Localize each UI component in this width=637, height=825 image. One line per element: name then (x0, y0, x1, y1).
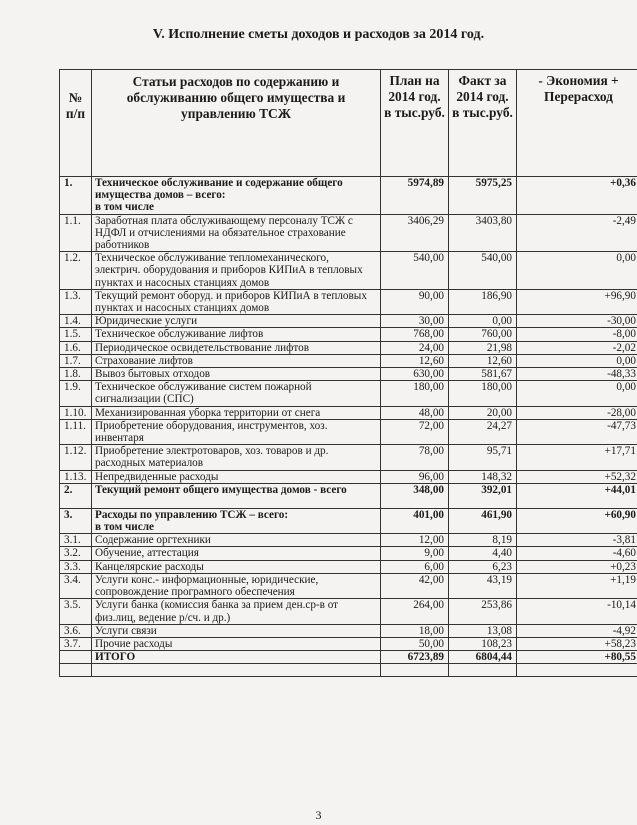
cell-economy: -30,00 (517, 315, 637, 328)
cell-economy: +44,01 (517, 483, 637, 508)
cell-num: 1.7. (60, 354, 92, 367)
cell-name: Текущий ремонт оборуд. и приборов КИПиА в тепловых пунктах и насосных станциях домов (92, 289, 381, 314)
table-row (60, 341, 637, 354)
cell-fact: 12,60 (449, 354, 517, 367)
cell-plan: 630,00 (381, 368, 449, 381)
cell-plan: 12,60 (381, 354, 449, 367)
table-row (60, 534, 637, 547)
cell-plan: 6723,89 (381, 651, 449, 664)
cell-economy: +17,71 (517, 445, 637, 470)
cell-name: Непредвиденные расходы (92, 470, 381, 483)
cell-num: 1.5. (60, 328, 92, 341)
cell-plan: 6,00 (381, 560, 449, 573)
cell-name: Техническое обслуживание и содержание общего имущества домов – всего: в том числе (92, 177, 381, 215)
cell-name: Текущий ремонт общего имущества домов - всего (92, 483, 381, 508)
cell-num: 1.12. (60, 445, 92, 470)
cell-plan: 96,00 (381, 470, 449, 483)
table-row (60, 637, 637, 650)
cell-name: Услуги банка (комиссия банка за прием ден.ср-в от физ.лиц, ведение р/сч. и др.) (92, 599, 381, 624)
table-row (60, 483, 637, 508)
cell-fact: 6,23 (449, 560, 517, 573)
cell-fact: 108,23 (449, 637, 517, 650)
cell-economy: +96,90 (517, 289, 637, 314)
table-row (60, 252, 637, 290)
table-row (60, 599, 637, 624)
cell-num: 3.6. (60, 624, 92, 637)
cell-economy: -48,33 (517, 368, 637, 381)
cell-economy: -28,00 (517, 406, 637, 419)
table-row (60, 315, 637, 328)
cell-num: 1.3. (60, 289, 92, 314)
cell-name: Заработная плата обслуживающему персоналу ТСЖ с НДФЛ и отчислениями на обязательное страхование работников (92, 214, 381, 252)
cell-plan: 401,00 (381, 508, 449, 533)
cell-economy: 0,00 (517, 381, 637, 406)
cell-num: 1.2. (60, 252, 92, 290)
cell-fact: 13,08 (449, 624, 517, 637)
table-row (60, 177, 637, 215)
cell-plan: 180,00 (381, 381, 449, 406)
cell-fact (449, 664, 517, 677)
cell-fact: 95,71 (449, 445, 517, 470)
cell-plan: 72,00 (381, 419, 449, 444)
cell-name: Услуги связи (92, 624, 381, 637)
cell-economy: +52,32 (517, 470, 637, 483)
cell-num: 3.4. (60, 573, 92, 598)
header-name: Статьи расходов по содержанию и обслуживанию общего имущества и управлению ТСЖ (92, 70, 381, 177)
cell-economy: +0,36 (517, 177, 637, 215)
cell-plan: 3406,29 (381, 214, 449, 252)
blank-row (60, 664, 637, 677)
cell-fact: 186,90 (449, 289, 517, 314)
table-row (60, 406, 637, 419)
cell-name (92, 664, 381, 677)
cell-plan: 5974,89 (381, 177, 449, 215)
cell-num: 3.7. (60, 637, 92, 650)
cell-name: Расходы по управлению ТСЖ – всего: в том числе (92, 508, 381, 533)
cell-economy: +0,23 (517, 560, 637, 573)
cell-economy: -4,92 (517, 624, 637, 637)
cell-num: 1.8. (60, 368, 92, 381)
cell-name: Техническое обслуживание систем пожарной сигнализации (СПС) (92, 381, 381, 406)
cell-name: Содержание оргтехники (92, 534, 381, 547)
cell-fact: 5975,25 (449, 177, 517, 215)
cell-economy: -4,60 (517, 547, 637, 560)
table-row (60, 651, 637, 664)
cell-plan: 50,00 (381, 637, 449, 650)
table-row (60, 470, 637, 483)
table-row (60, 508, 637, 533)
cell-fact: 0,00 (449, 315, 517, 328)
cell-plan: 9,00 (381, 547, 449, 560)
table-body (60, 177, 637, 677)
cell-fact: 461,90 (449, 508, 517, 533)
budget-execution-table (59, 69, 637, 677)
cell-fact: 3403,80 (449, 214, 517, 252)
cell-plan (381, 664, 449, 677)
cell-economy: +60,90 (517, 508, 637, 533)
cell-plan: 24,00 (381, 341, 449, 354)
cell-num: 1. (60, 177, 92, 215)
cell-fact: 148,32 (449, 470, 517, 483)
cell-name: Вывоз бытовых отходов (92, 368, 381, 381)
cell-name: Приобретение электротоваров, хоз. товаров и др. расходных материалов (92, 445, 381, 470)
table-row (60, 214, 637, 252)
page-title: V. Исполнение сметы доходов и расходов за 2014 год. (152, 27, 485, 42)
table-row (60, 289, 637, 314)
cell-name: Юридические услуги (92, 315, 381, 328)
cell-fact: 21,98 (449, 341, 517, 354)
cell-plan: 264,00 (381, 599, 449, 624)
cell-economy: -3,81 (517, 534, 637, 547)
table-row (60, 573, 637, 598)
table-row (60, 547, 637, 560)
cell-num: 1.11. (60, 419, 92, 444)
header-fact: Факт за 2014 год. в тыс.руб. (449, 70, 517, 177)
cell-num: 3.2. (60, 547, 92, 560)
cell-fact: 253,86 (449, 599, 517, 624)
cell-fact: 8,19 (449, 534, 517, 547)
cell-economy: -2,02 (517, 341, 637, 354)
cell-economy: +1,19 (517, 573, 637, 598)
cell-name: Механизированная уборка территории от снега (92, 406, 381, 419)
cell-economy: -2,49 (517, 214, 637, 252)
cell-fact: 760,00 (449, 328, 517, 341)
cell-num: 1.13. (60, 470, 92, 483)
header-plan: План на 2014 год. в тыс.руб. (381, 70, 449, 177)
cell-num: 3.3. (60, 560, 92, 573)
cell-plan: 30,00 (381, 315, 449, 328)
header-economy: - Экономия + Перерасход (517, 70, 637, 177)
cell-num (60, 651, 92, 664)
cell-name: Прочие расходы (92, 637, 381, 650)
cell-name: Периодическое освидетельствование лифтов (92, 341, 381, 354)
cell-fact: 43,19 (449, 573, 517, 598)
cell-fact: 581,67 (449, 368, 517, 381)
table-row (60, 419, 637, 444)
cell-num: 1.1. (60, 214, 92, 252)
cell-fact: 180,00 (449, 381, 517, 406)
cell-plan: 18,00 (381, 624, 449, 637)
cell-name: Техническое обслуживание тепломеханического, электрич. оборудования и приборов КИПиА в тепловых пунктах и насосных станциях домов (92, 252, 381, 290)
table-row (60, 368, 637, 381)
cell-plan: 12,00 (381, 534, 449, 547)
cell-fact: 4,40 (449, 547, 517, 560)
cell-economy: +80,55 (517, 651, 637, 664)
cell-plan: 48,00 (381, 406, 449, 419)
cell-num: 3.1. (60, 534, 92, 547)
cell-plan: 768,00 (381, 328, 449, 341)
cell-name: ИТОГО (92, 651, 381, 664)
table-row (60, 381, 637, 406)
cell-name: Страхование лифтов (92, 354, 381, 367)
cell-name: Приобретение оборудования, инструментов, хоз. инвентаря (92, 419, 381, 444)
cell-fact: 20,00 (449, 406, 517, 419)
cell-economy: -47,73 (517, 419, 637, 444)
cell-fact: 392,01 (449, 483, 517, 508)
cell-num: 2. (60, 483, 92, 508)
page-number: 3 (315, 808, 322, 822)
cell-plan: 78,00 (381, 445, 449, 470)
cell-name: Обучение, аттестация (92, 547, 381, 560)
cell-num: 1.4. (60, 315, 92, 328)
table-row (60, 354, 637, 367)
cell-fact: 6804,44 (449, 651, 517, 664)
table-row (60, 560, 637, 573)
table-row (60, 445, 637, 470)
cell-economy: +58,23 (517, 637, 637, 650)
cell-economy: 0,00 (517, 354, 637, 367)
cell-num: 3.5. (60, 599, 92, 624)
cell-fact: 540,00 (449, 252, 517, 290)
table-row (60, 624, 637, 637)
cell-num: 1.6. (60, 341, 92, 354)
cell-name: Услуги конс.- информационные, юридические, сопровождение програмного обеспечения (92, 573, 381, 598)
budget-table-container (59, 69, 637, 731)
cell-num (60, 664, 92, 677)
cell-economy: -10,14 (517, 599, 637, 624)
header-num: № п/п (60, 70, 92, 177)
cell-fact: 24,27 (449, 419, 517, 444)
cell-num: 3. (60, 508, 92, 533)
cell-economy (517, 664, 637, 677)
cell-plan: 90,00 (381, 289, 449, 314)
cell-plan: 348,00 (381, 483, 449, 508)
table-row (60, 328, 637, 341)
cell-economy: 0,00 (517, 252, 637, 290)
cell-economy: -8,00 (517, 328, 637, 341)
cell-name: Канцелярские расходы (92, 560, 381, 573)
table-header-row (60, 70, 637, 177)
cell-num: 1.9. (60, 381, 92, 406)
cell-plan: 540,00 (381, 252, 449, 290)
cell-num: 1.10. (60, 406, 92, 419)
cell-name: Техническое обслуживание лифтов (92, 328, 381, 341)
cell-plan: 42,00 (381, 573, 449, 598)
